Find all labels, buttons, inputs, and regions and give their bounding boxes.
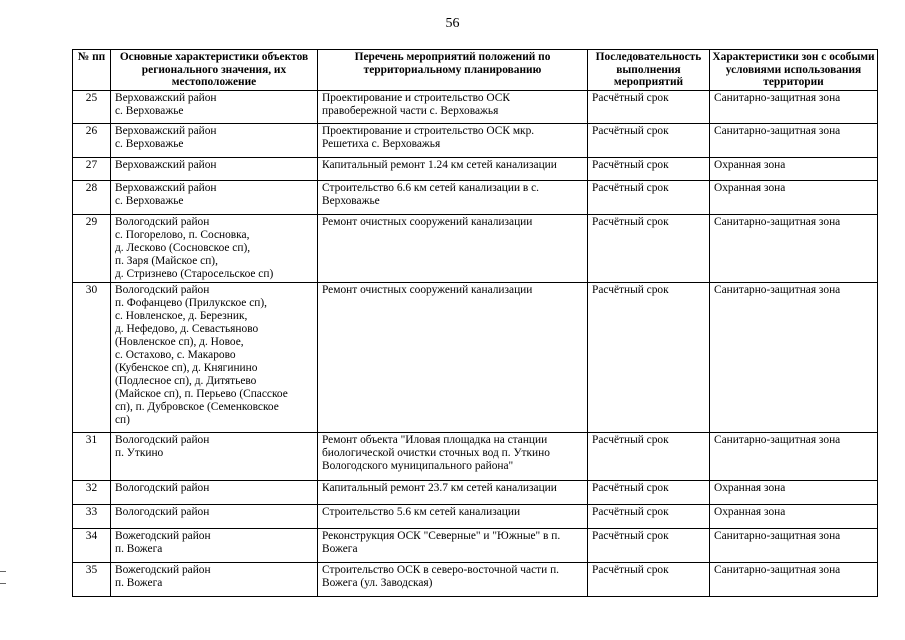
table-row bbox=[73, 432, 878, 480]
row-sequence: Расчётный срок bbox=[588, 214, 710, 282]
row-number: 32 bbox=[73, 480, 111, 504]
row-zones: Санитарно-защитная зона bbox=[710, 562, 878, 596]
table-row bbox=[73, 528, 878, 562]
table-row bbox=[73, 180, 878, 214]
header-measures: Перечень мероприятий положений по территориальному планированию bbox=[318, 50, 588, 91]
row-zones: Охранная зона bbox=[710, 157, 878, 180]
row-number: 25 bbox=[73, 90, 111, 123]
measures-table bbox=[72, 49, 878, 597]
row-sequence: Расчётный срок bbox=[588, 282, 710, 432]
row-measures: Реконструкция ОСК "Северные" и "Южные" в п. Вожега bbox=[318, 528, 588, 562]
row-sequence: Расчётный срок bbox=[588, 157, 710, 180]
row-sequence: Расчётный срок bbox=[588, 480, 710, 504]
row-zones: Санитарно-защитная зона bbox=[710, 432, 878, 480]
row-location: Вожегодский район п. Вожега bbox=[111, 528, 318, 562]
row-sequence: Расчётный срок bbox=[588, 562, 710, 596]
table-row bbox=[73, 562, 878, 596]
row-location: Верховажский район с. Верховажье bbox=[111, 90, 318, 123]
row-sequence: Расчётный срок bbox=[588, 432, 710, 480]
row-location: Верховажский район bbox=[111, 157, 318, 180]
header-num: № пп bbox=[73, 50, 111, 91]
row-location: Вожегодский район п. Вожега bbox=[111, 562, 318, 596]
row-location: Верховажский район с. Верховажье bbox=[111, 180, 318, 214]
row-measures: Капитальный ремонт 23.7 км сетей канализации bbox=[318, 480, 588, 504]
row-measures: Капитальный ремонт 1.24 км сетей канализации bbox=[318, 157, 588, 180]
row-number: 35 bbox=[73, 562, 111, 596]
row-measures: Проектирование и строительство ОСК мкр. Решетиха с. Верховажья bbox=[318, 123, 588, 157]
table-row bbox=[73, 90, 878, 123]
row-number: 28 bbox=[73, 180, 111, 214]
row-location: Вологодский район bbox=[111, 480, 318, 504]
row-number: 33 bbox=[73, 504, 111, 528]
row-zones: Санитарно-защитная зона bbox=[710, 282, 878, 432]
row-location: Вологодский район п. Уткино bbox=[111, 432, 318, 480]
row-measures: Проектирование и строительство ОСК правобережной части с. Верховажья bbox=[318, 90, 588, 123]
scan-edge-mark bbox=[0, 583, 6, 584]
row-zones: Санитарно-защитная зона bbox=[710, 528, 878, 562]
row-zones: Санитарно-защитная зона bbox=[710, 123, 878, 157]
row-location: Верховажский район с. Верховажье bbox=[111, 123, 318, 157]
row-measures: Ремонт очистных сооружений канализации bbox=[318, 214, 588, 282]
table-row bbox=[73, 157, 878, 180]
table-row bbox=[73, 123, 878, 157]
page-number: 56 bbox=[445, 16, 460, 31]
row-sequence: Расчётный срок bbox=[588, 504, 710, 528]
row-number: 34 bbox=[73, 528, 111, 562]
table-row bbox=[73, 214, 878, 282]
row-location: Вологодский район bbox=[111, 504, 318, 528]
row-zones: Санитарно-защитная зона bbox=[710, 90, 878, 123]
row-measures: Ремонт объекта "Иловая площадка на станции биологической очистки сточных вод п. Уткино Вологодского муниципального района" bbox=[318, 432, 588, 480]
row-measures: Ремонт очистных сооружений канализации bbox=[318, 282, 588, 432]
row-measures: Строительство ОСК в северо-восточной части п. Вожега (ул. Заводская) bbox=[318, 562, 588, 596]
row-zones: Охранная зона bbox=[710, 480, 878, 504]
row-sequence: Расчётный срок bbox=[588, 123, 710, 157]
row-zones: Охранная зона bbox=[710, 504, 878, 528]
header-sequence: Последовательность выполнения мероприятий bbox=[588, 50, 710, 91]
row-number: 29 bbox=[73, 214, 111, 282]
row-number: 27 bbox=[73, 157, 111, 180]
scan-edge-mark bbox=[0, 571, 6, 572]
row-measures: Строительство 5.6 км сетей канализации bbox=[318, 504, 588, 528]
row-measures: Строительство 6.6 км сетей канализации в с. Верховажье bbox=[318, 180, 588, 214]
header-zones: Характеристики зон с особыми условиями использования территории bbox=[710, 50, 878, 91]
row-sequence: Расчётный срок bbox=[588, 90, 710, 123]
row-number: 30 bbox=[73, 282, 111, 432]
row-number: 26 bbox=[73, 123, 111, 157]
row-location: Вологодский район с. Погорелово, п. Сосновка, д. Лесково (Сосновское сп), п. Заря (Майское сп), д. Стризнево (Старосельское сп) bbox=[111, 214, 318, 282]
row-zones: Охранная зона bbox=[710, 180, 878, 214]
table-row bbox=[73, 504, 878, 528]
row-sequence: Расчётный срок bbox=[588, 180, 710, 214]
header-location: Основные характеристики объектов регионального значения, их местоположение bbox=[111, 50, 318, 91]
table-header-row bbox=[73, 50, 878, 91]
row-number: 31 bbox=[73, 432, 111, 480]
row-zones: Санитарно-защитная зона bbox=[710, 214, 878, 282]
row-sequence: Расчётный срок bbox=[588, 528, 710, 562]
table-row bbox=[73, 480, 878, 504]
table-row bbox=[73, 282, 878, 432]
row-location: Вологодский район п. Фофанцево (Прилукское сп), с. Новленское, д. Березник, д. Нефедово, д. Севастьяново (Новленское сп), д. Новое, с. Остахово, с. Макарово (Кубенское сп), д. Княгинино (Подлесное сп), д. Дитятьево (Майское сп), п. Перьево (Спасское сп), п. Дубровское (Семенковское сп) bbox=[111, 282, 318, 432]
